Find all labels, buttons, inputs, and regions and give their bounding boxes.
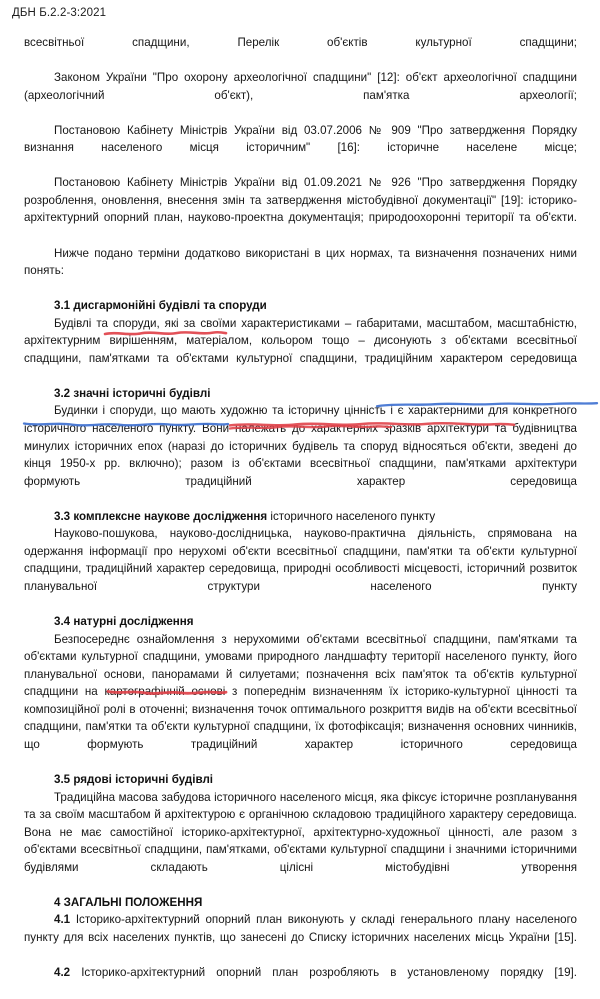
paragraph-text: Історико-архітектурний опорний план виконують у складі генерального плану населеного пункту для всіх населених пунктів, що занесені до Списку історичних населених місць України [15]. [24, 913, 577, 944]
term-title: комплексне наукове дослідження [73, 509, 268, 523]
term-definition-3-5 [24, 789, 577, 894]
term-heading-3-1 [24, 297, 577, 315]
paragraph-intro-0 [24, 34, 577, 69]
paragraph-text: Постановою Кабінету Міністрів України від 03.07.2006 № 909 "Про затвердження Порядку визнання населеного місця історичним" [16]: історичне населене місце; [24, 123, 577, 155]
section-heading-4: 4 ЗАГАЛЬНІ ПОЛОЖЕННЯ [54, 895, 203, 909]
term-title: рядові історичні будівлі [73, 772, 214, 786]
clause-number: 4.1 [54, 913, 71, 927]
clause-4-2 [24, 964, 577, 999]
term-definition-3-2 [24, 402, 577, 507]
term-heading-3-2 [24, 385, 577, 403]
paragraph-intro-2 [24, 122, 577, 175]
paragraph-text: всесвітньої спадщини, Перелік об'єктів культурної спадщини; [24, 36, 577, 49]
paragraph-text: Законом України "Про охорону археологічної спадщини" [12]: об'єкт археологічної спадщини (археологічний об'єкт), пам'ятка археології; [24, 71, 577, 102]
paragraph-text: Постановою Кабінету Міністрів України від 01.09.2021 № 926 "Про затвердження Порядку розроблення, оновлення, внесення змін та затвердження містобудівної документації" [19]: історико-архітектурний опорний план, науково-проектна документація; природоохоронні території та об'єкти. [24, 176, 577, 225]
term-number: 3.3 [54, 509, 71, 523]
document-body [24, 34, 577, 999]
term-heading-3-5 [24, 771, 577, 789]
paragraph-text: Будинки і споруди, що мають художню та історичну цінність і є характерними для конкретного історичного населеного пункту. Вони належать до характерних зразків архітектури та будівництва минулих історичних епох (наразі до історичних будівель та споруд відносяться об'єкти, зведені до кінця 1950-х рр. включно); разом із об'єктами всесвітньої спадщини, пам'ятками архітектури формують традиційний характер середовища [24, 404, 577, 488]
paragraph-text: Історико-архітектурний опорний план розробляють в установленому порядку [19]. [81, 965, 577, 979]
paragraph-text: Будівлі та споруди, які за своїми характеристиками – габаритами, масштабом, масштабністю, архітектурним вирішенням, матеріалом, кольором тощо – дисонують з об'єктами всесвітньої спадщини, пам'ятками та об'єктами культурної спадщини, традиційним характером середовища [24, 316, 577, 365]
term-title: натурні дослідження [73, 615, 194, 629]
term-heading-3-4 [24, 613, 577, 631]
term-title-suffix: історичного населеного пункту [267, 509, 436, 523]
term-number: 3.1 [54, 299, 71, 313]
term-title: значні історичні будівлі [73, 386, 211, 400]
paragraph-intro-3 [24, 174, 577, 244]
paragraph-text: Безпосереднє ознайомлення з нерухомими об'єктами всесвітньої спадщини, пам'ятками та об'єктами культурної спадщини, умовами природного ландшафту території населеного пункту, його планувальної основи, панорамами й силуетами; позначення всіх пам'яток та об'єктів культурної спадщини на картографічній основі з попереднім визначенням їх історико-культурної цінності та композиційної ролі в оточенні; визначення точок оптимального розкриття видів на об'єкти всесвітньої спадщини, пам'ятки та об'єкти культурної спадщини, їх фотофіксація; визначення основних чинників, що формують традиційний характер історичного середовища [24, 632, 577, 751]
term-definition-3-4 [24, 631, 577, 771]
term-definition-3-3 [24, 525, 577, 613]
document-standard-number: ДБН Б.2.2-3:2021 [12, 7, 107, 19]
clause-4-1 [24, 911, 577, 964]
paragraph-text: Традиційна масова забудова історичного населеного місця, яка фіксує історичне розпланування та за своїм масштабом й архітектурою є органічною складовою традиційного характеру середовища. Вона не має самостійної історико-архітектурної, архітектурно-художньої цінності, але разом з об'єктами всесвітньої спадщини, пам'ятками, об'єктами культурної спадщини і значними історичними будівлями складають цілісні містобудівні утворення [24, 790, 577, 874]
term-definition-3-1 [24, 315, 577, 385]
term-title: дисгармонійні будівлі та споруди [73, 299, 267, 313]
paragraph-intro-4 [24, 245, 577, 298]
paragraph-text: Науково-пошукова, науково-дослідницька, науково-практична діяльність, спрямована на одержання інформації про нерухомі об'єкти всесвітньої спадщини, пам'ятки та об'єкти культурної спадщини, традиційний характер середовища, природні особливості місцевості, історичний розвиток планувальної структури населеного пункту [24, 527, 577, 593]
paragraph-intro-1 [24, 69, 577, 122]
term-number: 3.4 [54, 615, 71, 629]
term-number: 3.5 [54, 772, 71, 786]
term-number: 3.2 [54, 386, 71, 400]
term-heading-3-3 [24, 508, 577, 526]
paragraph-text: Нижче подано терміни додатково використані в цих нормах, та визначення позначених ними понять: [24, 246, 577, 278]
clause-number: 4.2 [54, 965, 71, 979]
